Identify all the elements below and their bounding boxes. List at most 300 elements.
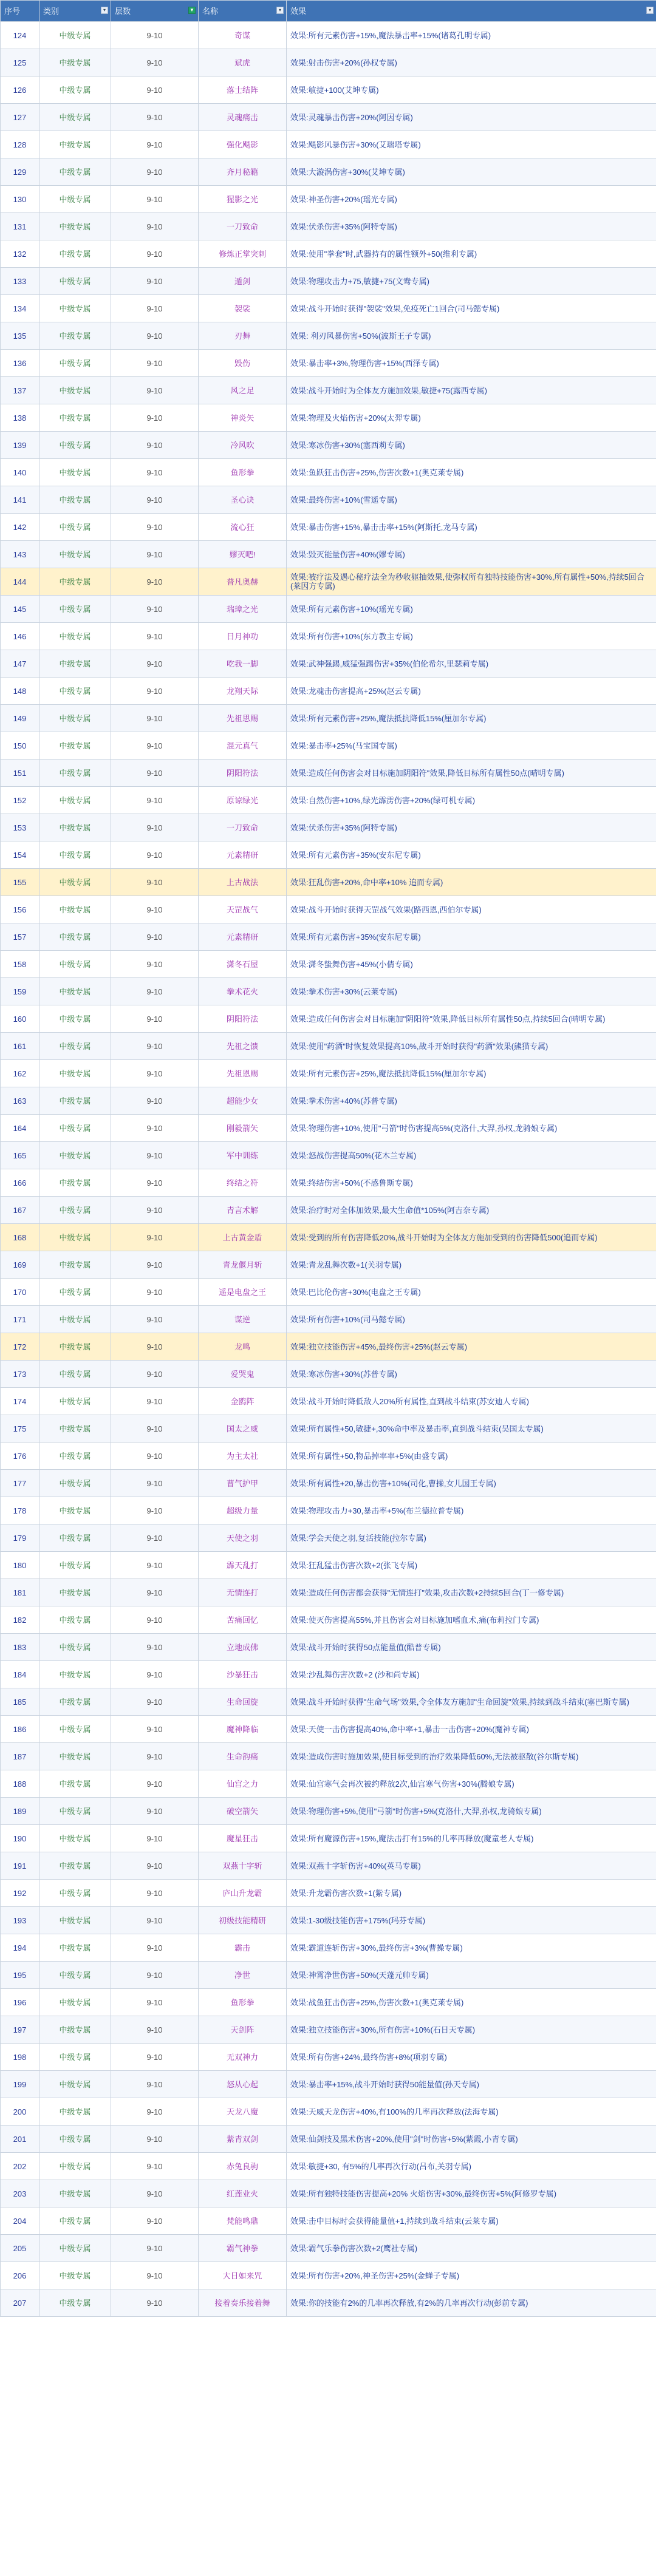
cell-effect[interactable]: 效果:所有元素伤害+10%(瑶光专属) xyxy=(287,596,656,623)
cell-name[interactable]: 爱哭鬼 xyxy=(199,1361,287,1388)
cell-id[interactable]: 134 xyxy=(1,295,39,322)
cell-effect[interactable]: 效果:造成任何伤害会对目标施加"阴阳符"效果,降低目标所有属性50点,持续5回合(晴明专属) xyxy=(287,1005,656,1033)
cell-effect[interactable]: 效果:敏捷+30, 有5%的几率再次行动(吕布,关羽专属) xyxy=(287,2153,656,2180)
cell-id[interactable]: 127 xyxy=(1,104,39,131)
cell-effect[interactable]: 效果:所有属性+50,物品掉率率+5%(由盛专属) xyxy=(287,1443,656,1470)
table-row[interactable] xyxy=(1,2126,656,2153)
cell-effect[interactable]: 效果:鱼跃狂击伤害+25%,伤害次数+1(奥克莱专属) xyxy=(287,459,656,486)
cell-category[interactable]: 中级专属 xyxy=(39,869,111,896)
table-row[interactable] xyxy=(1,1060,656,1087)
cell-level[interactable]: 9-10 xyxy=(111,1060,199,1087)
cell-effect[interactable]: 效果:射击伤害+20%(孙权专属) xyxy=(287,49,656,76)
cell-level[interactable]: 9-10 xyxy=(111,22,199,49)
cell-id[interactable]: 139 xyxy=(1,432,39,459)
filter-dropdown-icon[interactable]: ▾ xyxy=(646,7,654,14)
cell-name[interactable]: 赤兔良驹 xyxy=(199,2153,287,2180)
cell-name[interactable]: 初级技能精研 xyxy=(199,1907,287,1934)
cell-name[interactable]: 灵魂痛击 xyxy=(199,104,287,131)
cell-category[interactable]: 中级专属 xyxy=(39,295,111,322)
cell-effect[interactable]: 效果:神圣伤害+20%(瑶光专属) xyxy=(287,186,656,213)
cell-id[interactable]: 160 xyxy=(1,1005,39,1033)
cell-level[interactable]: 9-10 xyxy=(111,841,199,869)
cell-effect[interactable]: 效果:战斗开始时获得50点能量值(酷普专属) xyxy=(287,1634,656,1661)
cell-category[interactable]: 中级专属 xyxy=(39,514,111,541)
cell-id[interactable]: 176 xyxy=(1,1443,39,1470)
cell-level[interactable]: 9-10 xyxy=(111,1443,199,1470)
cell-level[interactable]: 9-10 xyxy=(111,1524,199,1552)
table-row[interactable] xyxy=(1,951,656,978)
table-row[interactable] xyxy=(1,1087,656,1115)
cell-category[interactable]: 中级专属 xyxy=(39,1169,111,1197)
cell-level[interactable]: 9-10 xyxy=(111,568,199,596)
cell-effect[interactable]: 效果:所有伤害+10%(司马懿专属) xyxy=(287,1306,656,1333)
cell-effect[interactable]: 效果:战斗开始时降低敌人20%所有属性,直到战斗结束(苏安迪人专属) xyxy=(287,1388,656,1415)
cell-name[interactable]: 先祖之馈 xyxy=(199,1033,287,1060)
cell-name[interactable]: 毁伤 xyxy=(199,350,287,377)
cell-level[interactable]: 9-10 xyxy=(111,2207,199,2235)
cell-id[interactable]: 163 xyxy=(1,1087,39,1115)
cell-level[interactable]: 9-10 xyxy=(111,1224,199,1251)
cell-name[interactable]: 袈裟 xyxy=(199,295,287,322)
cell-name[interactable]: 魔星狂击 xyxy=(199,1825,287,1852)
table-row[interactable] xyxy=(1,1361,656,1388)
cell-effect[interactable]: 效果:大漩涡伤害+30%(艾坤专属) xyxy=(287,158,656,186)
table-row[interactable] xyxy=(1,2044,656,2071)
cell-level[interactable]: 9-10 xyxy=(111,869,199,896)
cell-name[interactable]: 神炎矢 xyxy=(199,404,287,432)
cell-effect[interactable]: 效果:暴击伤害+15%,暴击击率+15%(阿斯托,龙马专属) xyxy=(287,514,656,541)
cell-name[interactable]: 元素精研 xyxy=(199,841,287,869)
cell-level[interactable]: 9-10 xyxy=(111,213,199,240)
cell-level[interactable]: 9-10 xyxy=(111,1989,199,2016)
cell-category[interactable]: 中级专属 xyxy=(39,596,111,623)
cell-category[interactable]: 中级专属 xyxy=(39,76,111,104)
cell-level[interactable]: 9-10 xyxy=(111,760,199,787)
cell-category[interactable]: 中级专属 xyxy=(39,1688,111,1716)
table-row[interactable] xyxy=(1,2180,656,2207)
cell-category[interactable]: 中级专属 xyxy=(39,104,111,131)
cell-category[interactable]: 中级专属 xyxy=(39,1934,111,1962)
cell-name[interactable]: 天龙八魔 xyxy=(199,2098,287,2126)
cell-effect[interactable]: 效果:被疗法及遇心秘疗法全为秒收躯抽效果,使弥权所有独特技能伤害+30%,所有属性+50%,持续5回合(莱因方专属) xyxy=(287,568,656,596)
cell-name[interactable]: 天剑阵 xyxy=(199,2016,287,2044)
cell-id[interactable]: 137 xyxy=(1,377,39,404)
cell-level[interactable]: 9-10 xyxy=(111,1798,199,1825)
cell-category[interactable]: 中级专属 xyxy=(39,1661,111,1688)
table-row[interactable] xyxy=(1,1798,656,1825)
cell-name[interactable]: 青言术解 xyxy=(199,1197,287,1224)
cell-category[interactable]: 中级专属 xyxy=(39,158,111,186)
cell-category[interactable]: 中级专属 xyxy=(39,1470,111,1497)
cell-level[interactable]: 9-10 xyxy=(111,1743,199,1770)
cell-name[interactable]: 先祖恩赐 xyxy=(199,1060,287,1087)
cell-id[interactable]: 133 xyxy=(1,268,39,295)
table-row[interactable] xyxy=(1,568,656,596)
table-row[interactable] xyxy=(1,1169,656,1197)
cell-effect[interactable]: 效果:所有元素伤害+35%(安东尼专属) xyxy=(287,841,656,869)
cell-id[interactable]: 126 xyxy=(1,76,39,104)
cell-effect[interactable]: 效果:天使一击伤害提高40%,命中率+1,暴击一击伤害+20%(魔神专属) xyxy=(287,1716,656,1743)
table-row[interactable] xyxy=(1,869,656,896)
table-row[interactable] xyxy=(1,1743,656,1770)
table-row[interactable] xyxy=(1,1825,656,1852)
cell-category[interactable]: 中级专属 xyxy=(39,186,111,213)
table-row[interactable] xyxy=(1,268,656,295)
table-row[interactable] xyxy=(1,1688,656,1716)
cell-name[interactable]: 苦痛回忆 xyxy=(199,1606,287,1634)
cell-name[interactable]: 无双神力 xyxy=(199,2044,287,2071)
cell-category[interactable]: 中级专属 xyxy=(39,1716,111,1743)
cell-level[interactable]: 9-10 xyxy=(111,76,199,104)
table-row[interactable] xyxy=(1,1552,656,1579)
cell-name[interactable]: 阴阳符法 xyxy=(199,1005,287,1033)
table-row[interactable] xyxy=(1,459,656,486)
table-row[interactable] xyxy=(1,76,656,104)
cell-effect[interactable]: 效果:物理伤害+10%,使用"弓箭"时伤害提高5%(克洛什,大羿,孙权,龙骑娘专属) xyxy=(287,1115,656,1142)
cell-level[interactable]: 9-10 xyxy=(111,1169,199,1197)
cell-name[interactable]: 终结之符 xyxy=(199,1169,287,1197)
cell-name[interactable]: 沙暴狂击 xyxy=(199,1661,287,1688)
cell-name[interactable]: 风之足 xyxy=(199,377,287,404)
cell-level[interactable]: 9-10 xyxy=(111,1251,199,1279)
cell-id[interactable]: 138 xyxy=(1,404,39,432)
table-row[interactable] xyxy=(1,49,656,76)
cell-id[interactable]: 156 xyxy=(1,896,39,923)
table-row[interactable] xyxy=(1,1197,656,1224)
cell-category[interactable]: 中级专属 xyxy=(39,2016,111,2044)
cell-category[interactable]: 中级专属 xyxy=(39,678,111,705)
cell-effect[interactable]: 效果:寒冰伤害+30%(苏普专属) xyxy=(287,1361,656,1388)
cell-level[interactable]: 9-10 xyxy=(111,1934,199,1962)
table-row[interactable] xyxy=(1,596,656,623)
cell-level[interactable]: 9-10 xyxy=(111,787,199,814)
cell-effect[interactable]: 效果:巴比伦伤害+30%(电盘之王专属) xyxy=(287,1279,656,1306)
cell-name[interactable]: 立地成佛 xyxy=(199,1634,287,1661)
cell-effect[interactable]: 效果:所有伤害+20%,神圣伤害+25%(金蝉子专属) xyxy=(287,2262,656,2289)
table-row[interactable] xyxy=(1,1524,656,1552)
cell-category[interactable]: 中级专属 xyxy=(39,1497,111,1524)
cell-id[interactable]: 195 xyxy=(1,1962,39,1989)
cell-effect[interactable]: 效果:所有独特技能伤害提高+20% 火焰伤害+30%,最终伤害+5%(阿修罗专属) xyxy=(287,2180,656,2207)
cell-category[interactable]: 中级专属 xyxy=(39,2262,111,2289)
cell-name[interactable]: 军中训练 xyxy=(199,1142,287,1169)
cell-name[interactable]: 为主太社 xyxy=(199,1443,287,1470)
cell-category[interactable]: 中级专属 xyxy=(39,1552,111,1579)
cell-id[interactable]: 141 xyxy=(1,486,39,514)
cell-name[interactable]: 青龙偃月斩 xyxy=(199,1251,287,1279)
cell-id[interactable]: 131 xyxy=(1,213,39,240)
cell-category[interactable]: 中级专属 xyxy=(39,623,111,650)
cell-name[interactable]: 天罡战气 xyxy=(199,896,287,923)
cell-id[interactable]: 199 xyxy=(1,2071,39,2098)
table-row[interactable] xyxy=(1,1907,656,1934)
cell-name[interactable]: 接着奏乐接着舞 xyxy=(199,2289,287,2317)
cell-name[interactable]: 魔神降临 xyxy=(199,1716,287,1743)
cell-level[interactable]: 9-10 xyxy=(111,705,199,732)
cell-category[interactable]: 中级专属 xyxy=(39,213,111,240)
cell-effect[interactable]: 效果:学会天使之羽,复活技能(拉尔专属) xyxy=(287,1524,656,1552)
cell-category[interactable]: 中级专属 xyxy=(39,1524,111,1552)
cell-level[interactable]: 9-10 xyxy=(111,2235,199,2262)
cell-effect[interactable]: 效果:拳术伤害+30%(云莱专属) xyxy=(287,978,656,1005)
cell-id[interactable]: 140 xyxy=(1,459,39,486)
cell-level[interactable]: 9-10 xyxy=(111,1661,199,1688)
cell-level[interactable]: 9-10 xyxy=(111,1005,199,1033)
cell-name[interactable]: 红莲业火 xyxy=(199,2180,287,2207)
table-row[interactable] xyxy=(1,2235,656,2262)
cell-category[interactable]: 中级专属 xyxy=(39,240,111,268)
cell-id[interactable]: 186 xyxy=(1,1716,39,1743)
cell-category[interactable]: 中级专属 xyxy=(39,1579,111,1606)
cell-effect[interactable]: 效果:霸道连斩伤害+30%,最终伤害+3%(曹操专属) xyxy=(287,1934,656,1962)
cell-id[interactable]: 169 xyxy=(1,1251,39,1279)
cell-effect[interactable]: 效果:独立技能伤害+45%,最终伤害+25%(赵云专属) xyxy=(287,1333,656,1361)
table-row[interactable] xyxy=(1,158,656,186)
cell-effect[interactable]: 效果:战斗开始时为全体友方施加效果,敏捷+75(露西专属) xyxy=(287,377,656,404)
cell-name[interactable]: 拳术花火 xyxy=(199,978,287,1005)
cell-category[interactable]: 中级专属 xyxy=(39,841,111,869)
cell-effect[interactable]: 效果:使用"药酒"时恢复效果提高10%,战斗开始时获得"药酒"效果(熊猫专属) xyxy=(287,1033,656,1060)
cell-level[interactable]: 9-10 xyxy=(111,2016,199,2044)
cell-level[interactable]: 9-10 xyxy=(111,268,199,295)
cell-name[interactable]: 破空箭矢 xyxy=(199,1798,287,1825)
cell-category[interactable]: 中级专属 xyxy=(39,350,111,377)
cell-id[interactable]: 144 xyxy=(1,568,39,596)
cell-effect[interactable]: 效果:所有元素伤害+25%,魔法抵抗降低15%(厘加尔专属) xyxy=(287,705,656,732)
table-row[interactable] xyxy=(1,240,656,268)
cell-level[interactable]: 9-10 xyxy=(111,1552,199,1579)
table-row[interactable] xyxy=(1,1852,656,1880)
table-row[interactable] xyxy=(1,322,656,350)
table-row[interactable] xyxy=(1,1306,656,1333)
cell-level[interactable]: 9-10 xyxy=(111,459,199,486)
cell-effect[interactable]: 效果:你的技能有2%的几率再次释放,有2%的几率再次行动(彭前专属) xyxy=(287,2289,656,2317)
cell-category[interactable]: 中级专属 xyxy=(39,1005,111,1033)
cell-category[interactable]: 中级专属 xyxy=(39,2044,111,2071)
cell-category[interactable]: 中级专属 xyxy=(39,1606,111,1634)
cell-id[interactable]: 161 xyxy=(1,1033,39,1060)
table-row[interactable] xyxy=(1,1634,656,1661)
cell-category[interactable]: 中级专属 xyxy=(39,131,111,158)
table-row[interactable] xyxy=(1,978,656,1005)
cell-effect[interactable]: 效果:升龙霸伤害次数+1(紫专属) xyxy=(287,1880,656,1907)
filter-dropdown-icon[interactable]: ▾ xyxy=(101,7,108,14)
cell-effect[interactable]: 效果: 利刃风暴伤害+50%(波斯王子专属) xyxy=(287,322,656,350)
cell-level[interactable]: 9-10 xyxy=(111,1907,199,1934)
table-row[interactable] xyxy=(1,404,656,432)
cell-level[interactable]: 9-10 xyxy=(111,1770,199,1798)
cell-name[interactable]: 金鸥阵 xyxy=(199,1388,287,1415)
cell-id[interactable]: 128 xyxy=(1,131,39,158)
cell-effect[interactable]: 效果:暴击率+15%,战斗开始时获得50能量值(孙天专属) xyxy=(287,2071,656,2098)
cell-effect[interactable]: 效果:霸气乐拳伤害次数+2(鹰社专属) xyxy=(287,2235,656,2262)
cell-level[interactable]: 9-10 xyxy=(111,1579,199,1606)
cell-effect[interactable]: 效果:独立技能伤害+30%,所有伤害+10%(石日天专属) xyxy=(287,2016,656,2044)
cell-name[interactable]: 超能少女 xyxy=(199,1087,287,1115)
cell-category[interactable]: 中级专属 xyxy=(39,2126,111,2153)
table-row[interactable] xyxy=(1,923,656,951)
cell-level[interactable]: 9-10 xyxy=(111,1388,199,1415)
cell-level[interactable]: 9-10 xyxy=(111,1688,199,1716)
cell-name[interactable]: 龙翔天际 xyxy=(199,678,287,705)
cell-effect[interactable]: 效果:伏杀伤害+35%(阿特专属) xyxy=(287,213,656,240)
cell-name[interactable]: 斌虎 xyxy=(199,49,287,76)
cell-level[interactable]: 9-10 xyxy=(111,1606,199,1634)
cell-effect[interactable]: 效果:所有元素伤害+35%(安东尼专属) xyxy=(287,923,656,951)
cell-category[interactable]: 中级专属 xyxy=(39,1852,111,1880)
cell-name[interactable]: 国太之威 xyxy=(199,1415,287,1443)
table-row[interactable] xyxy=(1,1033,656,1060)
cell-level[interactable]: 9-10 xyxy=(111,2289,199,2317)
cell-effect[interactable]: 效果:所有属性+50,敏捷+,30%命中率及暴击率,直到战斗结束(吴国太专属) xyxy=(287,1415,656,1443)
cell-effect[interactable]: 效果:所有元素伤害+15%,魔法暴击率+15%(诸葛孔明专属) xyxy=(287,22,656,49)
cell-id[interactable]: 129 xyxy=(1,158,39,186)
cell-category[interactable]: 中级专属 xyxy=(39,1743,111,1770)
cell-effect[interactable]: 效果:寒冰伤害+30%(塞西莉专属) xyxy=(287,432,656,459)
cell-id[interactable]: 165 xyxy=(1,1142,39,1169)
table-row[interactable] xyxy=(1,2098,656,2126)
cell-category[interactable]: 中级专属 xyxy=(39,1907,111,1934)
cell-level[interactable]: 9-10 xyxy=(111,49,199,76)
cell-id[interactable]: 180 xyxy=(1,1552,39,1579)
cell-name[interactable]: 生命回旋 xyxy=(199,1688,287,1716)
cell-level[interactable]: 9-10 xyxy=(111,2071,199,2098)
cell-category[interactable]: 中级专属 xyxy=(39,2180,111,2207)
cell-category[interactable]: 中级专属 xyxy=(39,541,111,568)
cell-id[interactable]: 185 xyxy=(1,1688,39,1716)
cell-category[interactable]: 中级专属 xyxy=(39,2098,111,2126)
cell-effect[interactable]: 效果:治疗时对全体加效果,最大生命值*105%(阿吉奈专属) xyxy=(287,1197,656,1224)
cell-level[interactable]: 9-10 xyxy=(111,1852,199,1880)
cell-level[interactable]: 9-10 xyxy=(111,2126,199,2153)
cell-name[interactable]: 无情连打 xyxy=(199,1579,287,1606)
cell-level[interactable]: 9-10 xyxy=(111,541,199,568)
cell-level[interactable]: 9-10 xyxy=(111,2180,199,2207)
cell-id[interactable]: 170 xyxy=(1,1279,39,1306)
cell-effect[interactable]: 效果:战鱼狂击伤害+25%,伤害次数+1(奥克莱专属) xyxy=(287,1989,656,2016)
cell-level[interactable]: 9-10 xyxy=(111,896,199,923)
cell-level[interactable]: 9-10 xyxy=(111,486,199,514)
table-row[interactable] xyxy=(1,1333,656,1361)
cell-effect[interactable]: 效果:双燕十字斩伤害+40%(英马专属) xyxy=(287,1852,656,1880)
cell-name[interactable]: 刚毅箭矢 xyxy=(199,1115,287,1142)
cell-level[interactable]: 9-10 xyxy=(111,2098,199,2126)
cell-level[interactable]: 9-10 xyxy=(111,377,199,404)
cell-effect[interactable]: 效果:造成伤害时施加效果,使目标受到的治疗效果降低60%,无法被驱散(谷尔斯专属) xyxy=(287,1743,656,1770)
cell-category[interactable]: 中级专属 xyxy=(39,1798,111,1825)
table-row[interactable] xyxy=(1,678,656,705)
cell-effect[interactable]: 效果:仙宫寒气会再次被约释放2次,仙宫寒气伤害+30%(腾娘专属) xyxy=(287,1770,656,1798)
table-row[interactable] xyxy=(1,1115,656,1142)
cell-level[interactable]: 9-10 xyxy=(111,131,199,158)
cell-id[interactable]: 207 xyxy=(1,2289,39,2317)
cell-category[interactable]: 中级专属 xyxy=(39,1060,111,1087)
cell-category[interactable]: 中级专属 xyxy=(39,1825,111,1852)
cell-level[interactable]: 9-10 xyxy=(111,1634,199,1661)
table-row[interactable] xyxy=(1,623,656,650)
cell-category[interactable]: 中级专属 xyxy=(39,1251,111,1279)
table-row[interactable] xyxy=(1,1388,656,1415)
table-row[interactable] xyxy=(1,1443,656,1470)
cell-effect[interactable]: 效果:终结伤害+50%(不感鲁斯专属) xyxy=(287,1169,656,1197)
cell-name[interactable]: 霸气神拳 xyxy=(199,2235,287,2262)
cell-name[interactable]: 天使之羽 xyxy=(199,1524,287,1552)
cell-category[interactable]: 中级专属 xyxy=(39,1279,111,1306)
cell-category[interactable]: 中级专属 xyxy=(39,2289,111,2317)
table-row[interactable] xyxy=(1,213,656,240)
cell-category[interactable]: 中级专属 xyxy=(39,1388,111,1415)
cell-level[interactable]: 9-10 xyxy=(111,514,199,541)
cell-category[interactable]: 中级专属 xyxy=(39,377,111,404)
cell-id[interactable]: 143 xyxy=(1,541,39,568)
table-row[interactable] xyxy=(1,760,656,787)
cell-name[interactable]: 生命韵痛 xyxy=(199,1743,287,1770)
cell-name[interactable]: 净世 xyxy=(199,1962,287,1989)
cell-category[interactable]: 中级专属 xyxy=(39,1115,111,1142)
cell-category[interactable]: 中级专属 xyxy=(39,1443,111,1470)
cell-id[interactable]: 164 xyxy=(1,1115,39,1142)
cell-id[interactable]: 182 xyxy=(1,1606,39,1634)
cell-effect[interactable]: 效果:青龙乱舞次数+1(关羽专属) xyxy=(287,1251,656,1279)
cell-name[interactable]: 阴阳符法 xyxy=(199,760,287,787)
cell-level[interactable]: 9-10 xyxy=(111,732,199,760)
cell-id[interactable]: 148 xyxy=(1,678,39,705)
cell-id[interactable]: 197 xyxy=(1,2016,39,2044)
cell-name[interactable]: 吃我一脚 xyxy=(199,650,287,678)
cell-category[interactable]: 中级专属 xyxy=(39,2071,111,2098)
column-header-category[interactable] xyxy=(39,1,111,22)
cell-category[interactable]: 中级专属 xyxy=(39,2207,111,2235)
cell-effect[interactable]: 效果:1-30级技能伤害+175%(玛芬专属) xyxy=(287,1907,656,1934)
cell-effect[interactable]: 效果:战斗开始时获得"袈裟"效果,免疫死亡1回合(司马懿专属) xyxy=(287,295,656,322)
cell-category[interactable]: 中级专属 xyxy=(39,1962,111,1989)
cell-id[interactable]: 147 xyxy=(1,650,39,678)
cell-name[interactable]: 修炼正掌突刺 xyxy=(199,240,287,268)
cell-effect[interactable]: 效果:伏杀伤害+35%(阿特专属) xyxy=(287,814,656,841)
cell-name[interactable]: 怒从心起 xyxy=(199,2071,287,2098)
cell-name[interactable]: 龙鸣 xyxy=(199,1333,287,1361)
cell-effect[interactable]: 效果:使用"拳套"时,武器持有的属性额外+50(维利专属) xyxy=(287,240,656,268)
cell-category[interactable]: 中级专属 xyxy=(39,1770,111,1798)
cell-name[interactable]: 庐山升龙霸 xyxy=(199,1880,287,1907)
cell-level[interactable]: 9-10 xyxy=(111,322,199,350)
cell-level[interactable]: 9-10 xyxy=(111,1361,199,1388)
cell-category[interactable]: 中级专属 xyxy=(39,650,111,678)
cell-id[interactable]: 175 xyxy=(1,1415,39,1443)
cell-level[interactable]: 9-10 xyxy=(111,1306,199,1333)
cell-level[interactable]: 9-10 xyxy=(111,2153,199,2180)
column-header-name[interactable] xyxy=(199,1,287,22)
cell-effect[interactable]: 效果:战斗开始时获得天罡战气效果(路西恩,西伯尔专属) xyxy=(287,896,656,923)
cell-effect[interactable]: 效果:物理攻击力+75,敏捷+75(文鸯专属) xyxy=(287,268,656,295)
cell-level[interactable]: 9-10 xyxy=(111,1142,199,1169)
cell-category[interactable]: 中级专属 xyxy=(39,404,111,432)
table-row[interactable] xyxy=(1,1497,656,1524)
cell-id[interactable]: 204 xyxy=(1,2207,39,2235)
cell-effect[interactable]: 效果:飓影风暴伤害+30%(艾瑞塔专属) xyxy=(287,131,656,158)
cell-effect[interactable]: 效果:狂乱猛击伤害次数+2(张飞专属) xyxy=(287,1552,656,1579)
cell-id[interactable]: 188 xyxy=(1,1770,39,1798)
cell-level[interactable]: 9-10 xyxy=(111,350,199,377)
cell-id[interactable]: 149 xyxy=(1,705,39,732)
cell-id[interactable]: 200 xyxy=(1,2098,39,2126)
table-row[interactable] xyxy=(1,2207,656,2235)
cell-id[interactable]: 158 xyxy=(1,951,39,978)
cell-name[interactable]: 遁剑 xyxy=(199,268,287,295)
cell-category[interactable]: 中级专属 xyxy=(39,705,111,732)
cell-effect[interactable]: 效果:所有魔源伤害+15%,魔法击打有15%的几率再释放(魔童老人专属) xyxy=(287,1825,656,1852)
cell-effect[interactable]: 效果:使灭伤害提高55%,并且伤害会对目标施加嗜血术,痛(布莉拉门专属) xyxy=(287,1606,656,1634)
